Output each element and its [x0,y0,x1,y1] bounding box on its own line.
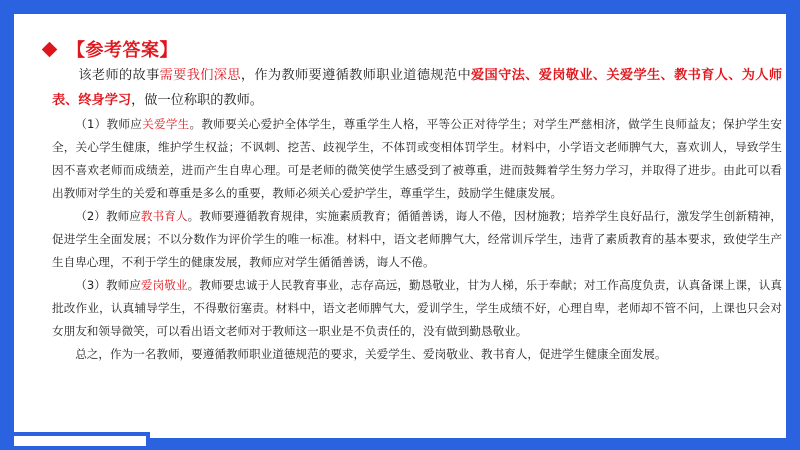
point-3-highlight: 爱岗敬业 [140,278,188,292]
point-1-prefix: （1）教师应 [75,117,143,131]
point-1-highlight: 关爱学生 [142,117,190,131]
intro-text-1: 该老师的故事 [78,68,160,83]
point-1-paragraph [52,113,782,205]
summary-paragraph: 总之，作为一名教师，要遵循教师职业道德规范的要求，关爱学生、爱岗敬业、教书育人，促进学生健康全面发展。 [75,347,667,361]
point-3-prefix: （3）教师应 [75,278,141,292]
point-2-highlight: 教书育人 [140,209,188,223]
answer-content [52,64,782,366]
slide-panel [14,14,786,438]
intro-text-3: ，做一位称职的教师。 [131,92,263,108]
answer-heading [44,36,178,62]
intro-highlight-2: 爱国守法、爱岗敬业、关爱学生、教书育人、为人师表、终身学习 [52,68,783,108]
point-1-body: 。教师要关心爱护全体学生，尊重学生人格，平等公正对待学生；对学生严慈相济，做学生良师益友；保护学生安全，关心学生健康，维护学生权益；不讽刺、挖苦、歧视学生，不体罚或变相体罚学生。材料中，小学语文老师脾气大，喜欢训人，导致学生因不喜欢老师而成绩差，进而产生自卑心理。可是老师的微笑使学生感受到了被尊重，进而鼓舞着学生努力学习，并取得了进步。由此可以看出教师对学生的关爱和尊重是多么的重要，教师必须关心爱护学生，尊重学生，鼓励学生健康发展。 [52,117,782,200]
intro-text-2: ，作为教师要遵循教师职业道德规范中 [240,68,471,83]
point-2-body: 。教师要遵循教育规律，实施素质教育；循循善诱，诲人不倦，因材施教；培养学生良好品行，激发学生创新精神，促进学生全面发展；不以分数作为评价学生的唯一标准。材料中，语文老师脾气大，经常训斥学生，违背了素质教育的基本要求，致使学生产生自卑心理，不利于学生的健康发展，教师应对学生循循善诱，诲人不倦。 [52,209,782,269]
point-3-paragraph [52,274,782,343]
point-2-prefix: （2）教师应 [75,209,141,223]
intro-paragraph [52,64,782,113]
point-3-body: 。教师要忠诚于人民教育事业，志存高远，勤恳敬业，甘为人梯，乐于奉献；对工作高度负责，认真备课上课，认真批改作业，认真辅导学生，不得敷衍塞责。材料中，语文老师脾气大，爱训学生，学生成绩不好，心理自卑，老师却不管不问，上课也只会对女朋友和领导微笑，可以看出语文老师对于教师这一职业是不负责任的，没有做到勤恳敬业。 [52,278,782,338]
footer-strip [14,436,146,446]
heading-text: 【参考答案】 [67,40,178,61]
point-2-paragraph [52,205,782,274]
intro-highlight-1: 需要我们深思 [159,68,241,83]
diamond-bullet-icon [42,41,58,57]
